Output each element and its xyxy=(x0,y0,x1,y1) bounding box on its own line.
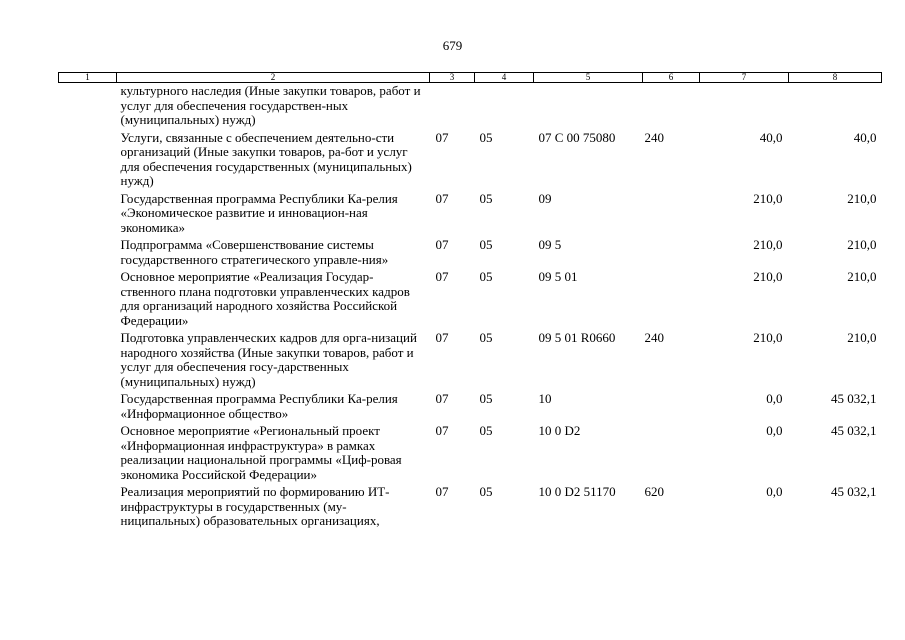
item-name: Подпрограмма «Совершенствование системы государственного стратегического управле-ния» xyxy=(120,237,389,267)
amount-col-8: 210,0 xyxy=(847,269,877,284)
table-row xyxy=(59,131,882,192)
section-code: 07 xyxy=(435,330,449,345)
subsection-code: 05 xyxy=(479,269,493,284)
amount-col-8: 45 032,1 xyxy=(831,423,877,438)
amount-col-8: 45 032,1 xyxy=(831,391,877,406)
table-row xyxy=(59,485,882,532)
item-name: Государственная программа Республики Ка-релия «Экономическое развитие и инновацион-ная экономика» xyxy=(120,190,398,235)
target-article-code: 10 xyxy=(538,391,552,406)
item-name: Реализация мероприятий по формированию ИТ-инфраструктуры в государственных (му-ниципальных) образовательных организациях, xyxy=(120,484,390,528)
table-body xyxy=(59,83,882,532)
amount-col-8: 45 032,1 xyxy=(831,484,877,499)
header-col-5: 5 xyxy=(534,73,643,83)
amount-col-7 xyxy=(700,83,789,131)
empty-cell xyxy=(59,424,117,485)
expense-type-code xyxy=(643,83,700,131)
expense-type-code xyxy=(643,192,700,239)
expense-type-code: 240 xyxy=(644,129,664,145)
empty-cell xyxy=(59,270,117,331)
table-row xyxy=(59,424,882,485)
target-article-code: 10 0 D2 51170 xyxy=(538,484,616,499)
empty-cell xyxy=(59,238,117,270)
header-col-7: 7 xyxy=(700,73,789,83)
header-col-8: 8 xyxy=(789,73,882,83)
header-col-6: 6 xyxy=(643,73,700,83)
section-code: 07 xyxy=(435,269,449,284)
expense-type-code xyxy=(643,270,700,331)
empty-cell xyxy=(59,192,117,239)
table-header xyxy=(59,73,882,83)
table-row xyxy=(59,270,882,331)
amount-col-7: 210,0 xyxy=(753,190,783,206)
table-row xyxy=(59,192,882,239)
expense-type-code xyxy=(643,238,700,270)
target-article-code: 07 С 00 75080 xyxy=(538,129,616,145)
amount-col-7: 210,0 xyxy=(753,237,783,252)
header-row xyxy=(59,73,882,83)
table-row xyxy=(59,83,882,131)
expense-type-code: 620 xyxy=(644,484,664,499)
header-col-3: 3 xyxy=(430,73,475,83)
empty-cell xyxy=(59,392,117,424)
item-name: Основное мероприятие «Реализация Государ-ственного плана подготовки управленческих кадров для организаций народного хозяйства Российской Федерации» xyxy=(120,269,410,328)
empty-cell xyxy=(59,485,117,532)
amount-col-7: 0,0 xyxy=(766,423,783,438)
amount-col-7: 210,0 xyxy=(753,330,783,345)
section-code: 07 xyxy=(435,190,449,206)
amount-col-7: 210,0 xyxy=(753,269,783,284)
amount-col-7: 0,0 xyxy=(766,484,783,499)
subsection-code: 05 xyxy=(479,330,493,345)
section-code: 07 xyxy=(435,391,449,406)
subsection-code: 05 xyxy=(479,423,493,438)
item-name: Государственная программа Республики Ка-релия «Информационное общество» xyxy=(120,391,398,421)
budget-table xyxy=(58,72,882,532)
subsection-code: 05 xyxy=(479,484,493,499)
amount-col-8: 40,0 xyxy=(853,129,877,145)
table-row xyxy=(59,238,882,270)
amount-col-8: 210,0 xyxy=(847,330,877,345)
amount-col-7: 0,0 xyxy=(766,391,783,406)
target-article-code: 09 5 01 xyxy=(538,269,578,284)
header-col-2: 2 xyxy=(117,73,430,83)
empty-cell xyxy=(59,131,117,192)
amount-col-7: 40,0 xyxy=(759,129,783,145)
empty-cell xyxy=(59,83,117,131)
header-col-1: 1 xyxy=(59,73,117,83)
item-name: Подготовка управленческих кадров для орга-низаций народного хозяйства (Иные закупки товаров, работ и услуг для обеспечения госу-дарственных (муниципальных) нужд) xyxy=(120,330,417,389)
page-number: 679 xyxy=(442,38,463,53)
table-row xyxy=(59,331,882,392)
section-code xyxy=(430,83,475,131)
subsection-code xyxy=(475,83,534,131)
section-code: 07 xyxy=(435,237,449,252)
empty-cell xyxy=(59,331,117,392)
target-article-code: 09 xyxy=(538,190,552,206)
item-name: Основное мероприятие «Региональный проект «Информационная инфраструктура» в рамках реализации национальной программы «Циф-ровая экономика Российской Федерации» xyxy=(120,423,402,482)
expense-type-code: 240 xyxy=(644,330,664,345)
subsection-code: 05 xyxy=(479,391,493,406)
header-col-4: 4 xyxy=(475,73,534,83)
amount-col-8 xyxy=(789,83,882,131)
section-code: 07 xyxy=(435,129,449,145)
item-name: Услуги, связанные с обеспечением деятельно-сти организаций (Иные закупки товаров, ра-бот и услуг для обеспечения государственных (муниципальных) нужд) xyxy=(120,129,412,188)
expense-type-code xyxy=(643,424,700,485)
table-row xyxy=(59,392,882,424)
amount-col-8: 210,0 xyxy=(847,237,877,252)
expense-type-code xyxy=(643,392,700,424)
target-article-code: 09 5 01 R0660 xyxy=(538,330,616,345)
section-code: 07 xyxy=(435,484,449,499)
target-article-code xyxy=(534,83,643,131)
section-code: 07 xyxy=(435,423,449,438)
target-article-code: 09 5 xyxy=(538,237,562,252)
amount-col-8: 210,0 xyxy=(847,190,877,206)
target-article-code: 10 0 D2 xyxy=(538,423,581,438)
subsection-code: 05 xyxy=(479,237,493,252)
item-name: культурного наследия (Иные закупки товаров, работ и услуг для обеспечения государствен-ных (муниципальных) нужд) xyxy=(120,83,421,127)
subsection-code: 05 xyxy=(479,129,493,145)
subsection-code: 05 xyxy=(479,190,493,206)
